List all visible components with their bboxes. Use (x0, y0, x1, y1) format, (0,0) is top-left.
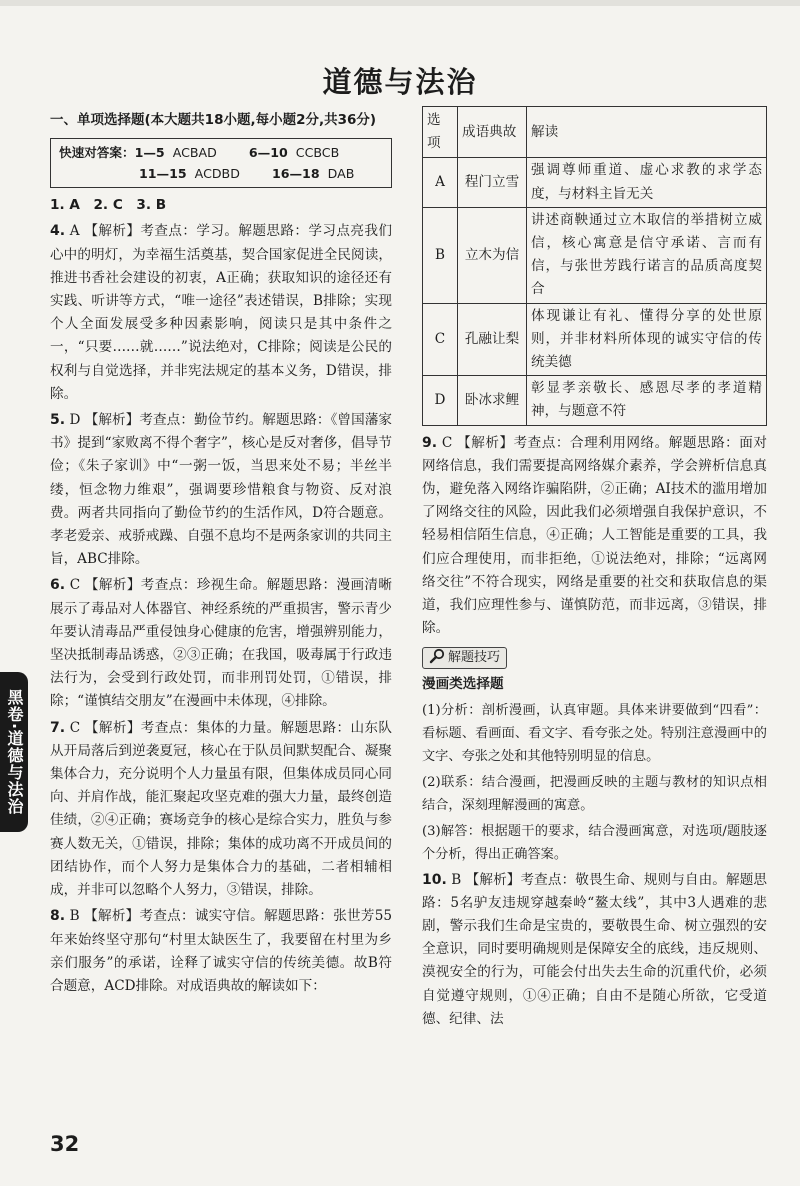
table-header-row (423, 107, 767, 158)
tip-item: (1)分析：剖析漫画，认真审题。具体来讲要做到“四看”：看标题、看画面、看文字、看夸张之处。特别注意漫画中的文字、夸张之处和其他特别明显的信息。 (422, 702, 767, 764)
tip-badge: 解题技巧 (422, 647, 507, 669)
answer-group: ACBAD (172, 145, 217, 161)
idiom-table (422, 106, 767, 426)
header-option: 选项 (423, 107, 458, 158)
table-row: C 孔融让梨 体现谦让有礼、懂得分享的处世原则，并非材料所体现的诚实守信的传统美德 (423, 303, 767, 376)
left-column (50, 106, 392, 1001)
table-row: D 卧冰求鲤 彰显孝亲敬长、感恩尽孝的孝道精神，与题意不符 (423, 376, 767, 425)
question-6: 6. C 【解析】考查点：珍视生命。解题思路：漫画清晰展示了毒品对人体器官、神经系统的严重损害，警示青少年要认清毒品严重侵蚀身心健康的危害，增强辨别能力，坚决抵制毒品诱惑，②③正确；在我国，吸毒属于行政违法行为，会受到行政处罚，而非刑罚处罚，①错误，排除；“谨慎结交朋友”在漫画中未体现，④排除。 (50, 577, 392, 710)
page-title: 道德与法治 (322, 65, 478, 99)
answers-1-3: 1. A 2. C 3. B (50, 197, 167, 214)
header-idiom: 成语典故 (458, 107, 527, 158)
quick-answer-row-2 (59, 163, 383, 184)
page-number: 32 (50, 1132, 80, 1156)
quick-answer-label: 快速对答案： (59, 145, 135, 161)
table-row: A 程门立雪 强调尊师重道、虚心求教的求学态度，与材料主旨无关 (423, 158, 767, 207)
tip-item: (2)联系：结合漫画，把漫画反映的主题与教材的知识点相结合，深刻理解漫画的寓意。 (422, 774, 767, 813)
answer-range: 1—5 (134, 145, 165, 161)
section-title: 一、单项选择题(本大题共18小题,每小题2分,共36分) (50, 112, 377, 128)
question-7: 7. C 【解析】考查点：集体的力量。解题思路：山东队从开局落后到逆袭夏冠，核心在于队员间默契配合、凝聚集体合力，充分说明个人力量虽有限，但集体成员同心同向、并肩作战，能汇聚起攻坚克难的强大力量，最终创造佳绩，②④正确；赛场竞争的核心是综合实力，胜负与参赛人数无关，①错误，排除；集体的成功离不开成员间的团结协作，而个人努力是集体合力的基础，二者相辅相成，并非可以忽略个人努力，③错误，排除。 (50, 719, 392, 899)
tip-subtitle: 漫画类选择题 (422, 676, 504, 693)
question-5: 5. D 【解析】考查点：勤俭节约。解题思路：《曾国藩家书》提到“家败离不得个奢字”，核心是反对奢侈，倡导节俭；《朱子家训》中“一粥一饭，当思来处不易；半丝半缕，恒念物力维艰”，强调要珍惜粮食与物资、反对浪费。两者共同指向了勤俭节约的生活作风，D符合题意。孝老爱亲、戒骄戒躁、自强不息均不是两条家训的共同主旨，ABC排除。 (50, 412, 392, 568)
answer-range: 16—18 (271, 166, 320, 182)
right-column (422, 106, 767, 1034)
tip-item: (3)解答：根据题干的要求，结合漫画寓意，对选项/题肢逐个分析，得出正确答案。 (422, 823, 767, 862)
answer-group: ACDBD (194, 166, 240, 182)
side-tab: 黑卷·道德与法治 (0, 672, 28, 832)
question-4: 4. A 【解析】考查点：学习。解题思路：学习点亮我们心中的明灯，为幸福生活奠基，契合国家促进全民阅读，推进书香社会建设的初衷，A正确；获取知识的途径还有实践、听讲等方式，“唯一途径”表述错误，B排除；实现个人全面发展受多种因素影响，阅读只是其中条件之一，“只要……就……”说法绝对，C排除；阅读是公民的权利与自觉选择，并非宪法规定的基本义务，D错误，排除。 (50, 223, 392, 402)
quick-answer-box (50, 138, 392, 188)
top-edge (0, 0, 800, 6)
header-reading: 解读 (527, 107, 767, 158)
question-10: 10. B 【解析】考查点：敬畏生命、规则与自由。解题思路：5名驴友违规穿越秦岭“鳌太线”，其中3人遇难的悲剧，警示我们生命是宝贵的，要敬畏生命、树立强烈的安全意识，同时要明确规则是保障安全的底线，违反规则、漠视安全的行为，可能会付出失去生命的沉重代价，必须自觉遵守规则，①④正确；自由不是随心所欲，它受道德、纪律、法 (422, 871, 767, 1027)
question-8: 8. B 【解析】考查点：诚实守信。解题思路：张世芳55年来始终坚守那句“村里太缺医生了，我要留在村里为乡亲们服务”的承诺，诠释了诚实守信的传统美德。故B符合题意，ACD排除。对成语典故的解读如下： (50, 908, 392, 994)
answer-group: DAB (327, 166, 355, 182)
answer-range: 11—15 (139, 166, 187, 182)
answer-range: 6—10 (248, 145, 288, 161)
quick-answer-row-1 (59, 142, 383, 163)
table-row: B 立木为信 讲述商鞅通过立木取信的举措树立威信，核心寓意是信守承诺、言而有信，与张世芳践行诺言的品质高度契合 (423, 207, 767, 303)
magnifier-icon (429, 648, 445, 664)
answer-group: CCBCB (295, 145, 340, 161)
question-9: 9. C 【解析】考查点：合理利用网络。解题思路：面对网络信息，我们需要提高网络媒介素养，学会辨析信息真伪，避免落入网络诈骗陷阱，②正确；AI技术的滥用增加了网络交往的风险，因此我们必须增强自我保护意识，不轻易相信陌生信息，④正确；人工智能是重要的工具，我们应合理使用，而非拒绝，①说法绝对，排除；“远离网络交往”不符合现实，网络是重要的社交和获取信息的渠道，我们应理性参与、谨慎防范，而非远离，③错误，排除。 (422, 434, 767, 637)
